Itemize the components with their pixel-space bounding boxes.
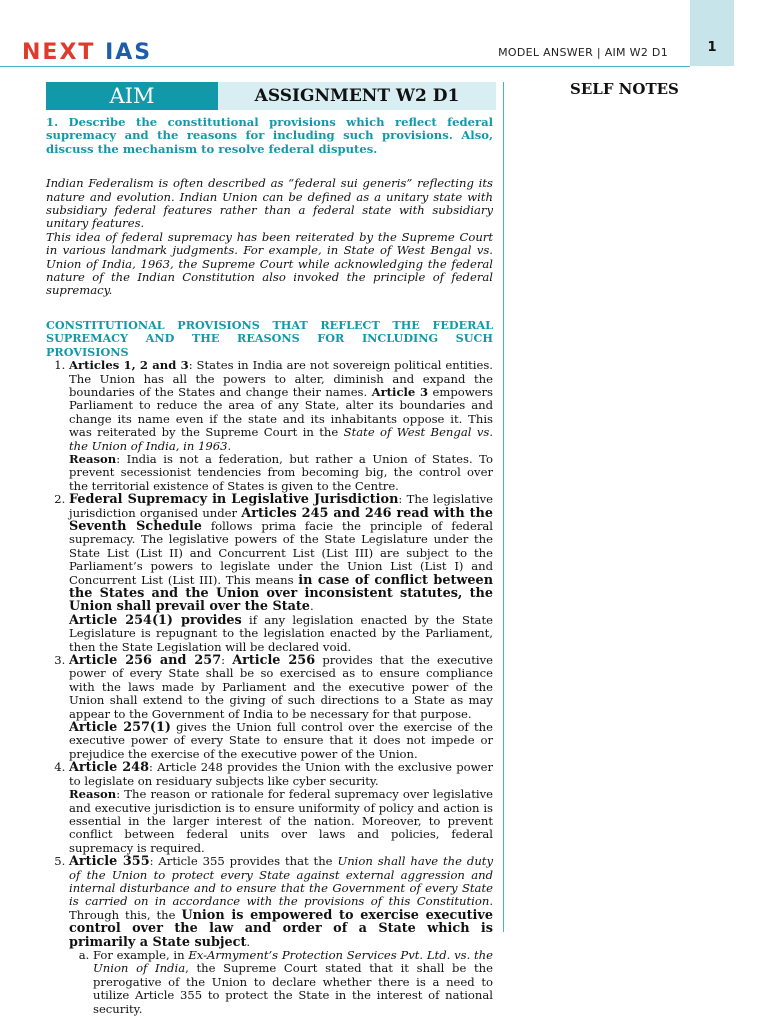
list-item <box>69 654 493 761</box>
point-text: . Through this, the <box>69 894 493 922</box>
section-heading: CONSTITUTIONAL PROVISIONS THAT REFLECT THE FEDERAL SUPREMACY AND THE REASONS FOR INCLUDING SUCH PROVISIONS <box>46 317 493 359</box>
answer-body <box>46 116 493 1016</box>
point-text: . <box>227 438 232 453</box>
sub-list-item <box>93 949 493 1016</box>
point-text: follows prima facie the principle of federal supremacy. The legislative powers of the State Legislature under the State List (List II) and Concurrent List (List III) are subject to the Parliament’s powers to legislate under the Union List (List I) and Concurrent List (List III). This means <box>69 518 493 587</box>
sub-list <box>69 949 493 1016</box>
point-title: Article 248 <box>69 760 149 776</box>
article-text: gives the Union full control over the exercise of the executive power of every State to ensure that it does not impede or prejudice the exercise of the executive power of the Union. <box>69 720 493 761</box>
point-emphasis: in case of conflict between the States and the Union over inconsistent statutes, the Union shall prevail over the State <box>69 572 493 615</box>
self-notes-heading: SELF NOTES <box>570 80 679 98</box>
case-citation: State of West Bengal vs. the Union of India, in 1963 <box>69 425 494 453</box>
introduction <box>46 177 493 298</box>
header-divider <box>0 66 690 67</box>
point-text: : Article 248 provides the Union with the exclusive power to legislate on residuary subjects like cyber security. <box>69 760 493 788</box>
article-label: Article 254(1) provides <box>69 612 242 628</box>
reason-paragraph <box>69 788 493 855</box>
point-text: , the Supreme Court stated that it shall be the prerogative of the Union to declare whether there is a need to utilize Article 355 to protect the State in the interest of national security. <box>93 961 493 1016</box>
point-text: . <box>246 934 251 949</box>
intro-paragraph: This idea of federal supremacy has been reiterated by the Supreme Court in various landmark judgments. For example, in State of West Bengal vs. Union of India, 1963, the Supreme Court while acknowledging the federal nature of the Indian Constitution also invoked the principle of federal supremacy. <box>46 229 493 298</box>
point-text: : The legislative jurisdiction organised under <box>69 492 493 520</box>
point-text: : <box>221 653 233 668</box>
reason-paragraph <box>69 453 493 493</box>
article-paragraph <box>69 721 493 761</box>
point-emphasis: Articles 245 and 246 read with the Seventh Schedule <box>69 505 493 534</box>
point-title: Article 256 and 257 <box>69 653 222 669</box>
reason-text: : The reason or rationale for federal supremacy over legislative and executive jurisdiction is to ensure uniformity of policy and action is essential in the larger interest of the nation. Moreover, to prevent conflict between federal units over laws and policies, federal supremacy is required. <box>69 787 493 855</box>
point-text: For example, in <box>93 947 189 962</box>
point-title: Federal Supremacy in Legislative Jurisdiction <box>69 492 399 508</box>
case-citation: Ex-Armyment’s Protection Services Pvt. Ltd. vs. the Union of India <box>93 947 493 976</box>
point-title: Articles 1, 2 and 3 <box>69 358 189 373</box>
column-divider <box>503 82 504 932</box>
next-ias-logo <box>22 40 152 65</box>
point-emphasis: Article 256 <box>232 653 316 669</box>
point-emphasis: Article 3 <box>371 384 429 399</box>
logo-next-text: NEXT <box>22 40 96 65</box>
point-emphasis: Union is empowered to exercise executive control over the law and order of a State which is primarily a State subject <box>69 907 493 950</box>
list-item <box>69 493 493 654</box>
question-text: 1. Describe the constitutional provisions which reflect federal supremacy and the reasons for including such provisions. Also, discuss the mechanism to resolve federal disputes. <box>46 115 493 156</box>
article-paragraph <box>69 614 493 654</box>
aim-label: AIM <box>46 82 218 110</box>
document-label: MODEL ANSWER | AIM W2 D1 <box>498 46 668 59</box>
provisions-list <box>46 359 493 1016</box>
point-text: : Article 355 provides that the <box>149 854 338 869</box>
page-number-tab <box>690 0 734 66</box>
intro-paragraph: Indian Federalism is often described as “federal sui generis” reflecting its nature and evolution. Indian Union can be defined as a unitary state with subsidiary federal features rather than a federal state with subsidiary unitary features. <box>46 176 493 231</box>
assignment-title: ASSIGNMENT W2 D1 <box>218 82 496 110</box>
point-text: empowers Parliament to reduce the area of any State, alter its boundaries and change its name even if the state and its inhabitants oppose it. This was reiterated by the Supreme Court in the <box>69 384 494 440</box>
logo-ias-text: IAS <box>105 40 153 65</box>
quoted-provision: Union shall have the duty of the Union to protect every State against external aggression and internal disturbance and to ensure that the Government of every State is carried on in accordance with the provisions of this Constitution <box>69 854 493 909</box>
point-title: Article 355 <box>69 854 150 870</box>
reason-text: : India is not a federation, but rather a Union of States. To prevent secessionist tendencies from becoming big, the control over the territorial existence of States is given to the Centre. <box>69 451 493 493</box>
list-item <box>69 359 493 493</box>
list-item <box>69 761 493 855</box>
page-number: 1 <box>707 40 717 55</box>
list-item <box>69 855 493 1016</box>
article-text: if any legislation enacted by the State Legislature is repugnant to the legislation enacted by the Parliament, then the State Legislation will be declared void. <box>69 612 493 654</box>
point-text: : States in India are not sovereign political entities. The Union has all the powers to alter, diminish and expand the boundaries of the States and change their names. <box>69 358 493 399</box>
reason-label: Reason <box>69 451 117 466</box>
reason-label: Reason <box>69 787 117 802</box>
article-label: Article 257(1) <box>69 720 171 736</box>
point-text: . <box>309 599 314 614</box>
point-text: provides that the executive power of every State shall be so exercised as to ensure compliance with the laws made by Parliament and the executive power of the Union shall extend to the giving of such directions to a State as may appear to the Government of India to be necessary for that purpose. <box>69 653 494 721</box>
